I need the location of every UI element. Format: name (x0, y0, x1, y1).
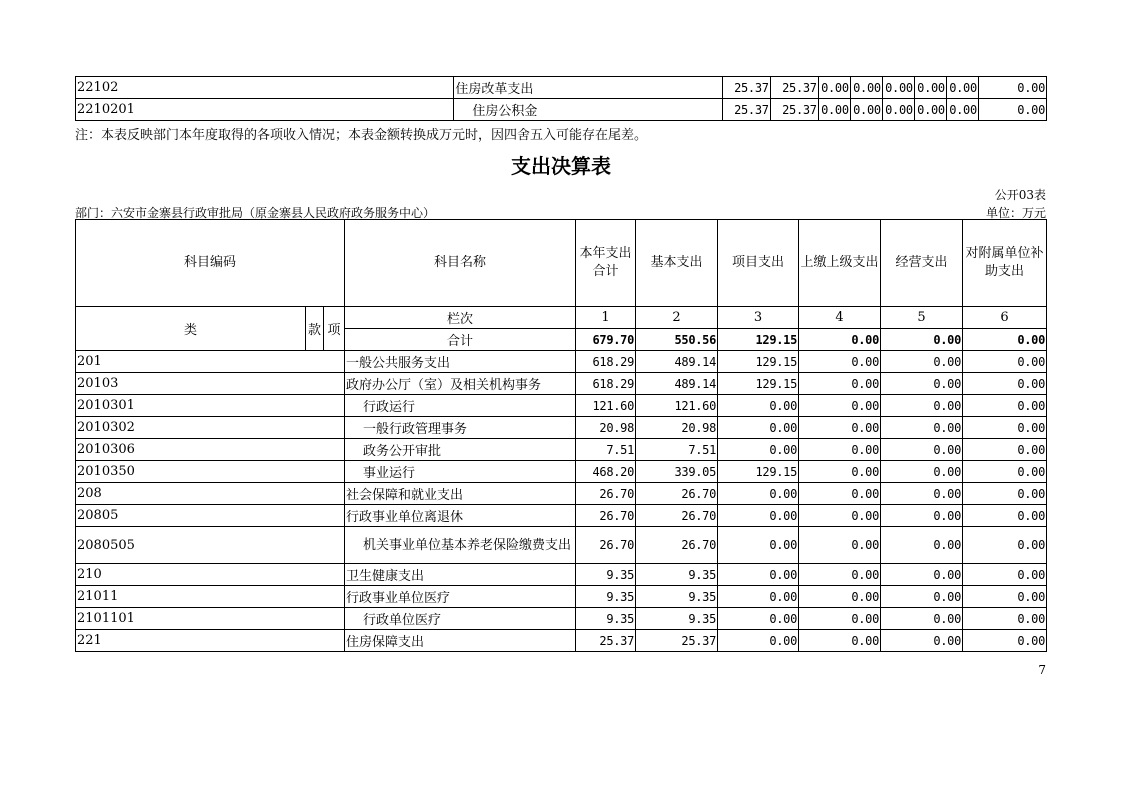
row-code: 201 (76, 351, 345, 373)
row-code: 2101101 (76, 608, 345, 630)
row-value: 9.35 (636, 586, 718, 608)
row-value: 9.35 (576, 564, 636, 586)
header-col-1: 本年支出合计 (576, 220, 636, 307)
row-value: 0.00 (963, 351, 1047, 373)
header-col-4: 上缴上级支出 (799, 220, 881, 307)
row-name: 住房改革支出 (454, 77, 722, 99)
row-value: 129.15 (718, 373, 799, 395)
row-code: 221 (76, 630, 345, 652)
row-name: 一般行政管理事务 (345, 417, 576, 439)
table-row (76, 461, 1047, 483)
header-code: 科目编码 (76, 220, 345, 307)
row-value: 7.51 (636, 439, 718, 461)
row-code: 2010306 (76, 439, 345, 461)
row-value: 0.00 (718, 505, 799, 527)
row-value: 25.37 (770, 77, 818, 99)
table-row (76, 417, 1047, 439)
row-value: 25.37 (722, 99, 770, 121)
total-value: 0.00 (881, 329, 963, 351)
row-name: 卫生健康支出 (345, 564, 576, 586)
row-value: 0.00 (718, 608, 799, 630)
total-value: 0.00 (799, 329, 881, 351)
row-value: 0.00 (799, 439, 881, 461)
header-lei: 类 (76, 307, 306, 351)
header-kuan: 款 (306, 307, 324, 351)
row-value: 0.00 (963, 564, 1047, 586)
row-name: 住房保障支出 (345, 630, 576, 652)
row-value: 0.00 (718, 483, 799, 505)
row-value: 7.51 (576, 439, 636, 461)
table-row (76, 483, 1047, 505)
row-value: 0.00 (963, 373, 1047, 395)
row-value: 9.35 (636, 564, 718, 586)
header-name: 科目名称 (345, 220, 576, 307)
row-value: 26.70 (636, 505, 718, 527)
row-value: 489.14 (636, 351, 718, 373)
row-value: 0.00 (881, 527, 963, 564)
col-number-4: 4 (799, 307, 881, 329)
row-value: 0.00 (881, 505, 963, 527)
row-value: 0.00 (850, 99, 882, 121)
row-value: 489.14 (636, 373, 718, 395)
total-value: 550.56 (636, 329, 718, 351)
row-value: 0.00 (978, 99, 1046, 121)
table-row (76, 99, 1047, 121)
row-value: 0.00 (881, 564, 963, 586)
row-value: 9.35 (636, 608, 718, 630)
row-value: 0.00 (718, 395, 799, 417)
table-row (76, 608, 1047, 630)
total-value: 0.00 (963, 329, 1047, 351)
header-col-2: 基本支出 (636, 220, 718, 307)
row-name: 机关事业单位基本养老保险缴费支出 (345, 527, 576, 564)
row-value: 0.00 (799, 630, 881, 652)
row-value: 0.00 (881, 586, 963, 608)
unit-label: 单位：万元 (985, 206, 1046, 220)
table-row (76, 586, 1047, 608)
row-value: 0.00 (799, 608, 881, 630)
row-value: 0.00 (818, 77, 850, 99)
expenditure-table (75, 219, 1047, 652)
row-value: 0.00 (963, 483, 1047, 505)
row-name: 一般公共服务支出 (345, 351, 576, 373)
col-number-6: 6 (963, 307, 1047, 329)
row-value: 0.00 (963, 505, 1047, 527)
row-name: 行政运行 (345, 395, 576, 417)
row-value: 0.00 (881, 630, 963, 652)
row-name: 行政事业单位医疗 (345, 586, 576, 608)
row-code: 20805 (76, 505, 345, 527)
row-value: 339.05 (636, 461, 718, 483)
row-value: 0.00 (718, 564, 799, 586)
previous-table-continuation (75, 76, 1047, 121)
row-name: 政务公开审批 (345, 439, 576, 461)
row-value: 0.00 (881, 483, 963, 505)
row-value: 129.15 (718, 461, 799, 483)
row-value: 0.00 (850, 77, 882, 99)
row-value: 0.00 (946, 99, 978, 121)
row-value: 0.00 (914, 99, 946, 121)
table-row (76, 564, 1047, 586)
row-value: 0.00 (718, 630, 799, 652)
col-number-3: 3 (718, 307, 799, 329)
header-col-3: 项目支出 (718, 220, 799, 307)
total-value: 129.15 (718, 329, 799, 351)
row-value: 0.00 (963, 461, 1047, 483)
col-number-5: 5 (881, 307, 963, 329)
row-code: 210 (76, 564, 345, 586)
row-value: 0.00 (963, 630, 1047, 652)
row-value: 0.00 (718, 417, 799, 439)
header-col-6: 对附属单位补助支出 (963, 220, 1047, 307)
row-name: 行政事业单位离退休 (345, 505, 576, 527)
row-value: 0.00 (799, 461, 881, 483)
row-value: 0.00 (882, 99, 914, 121)
row-value: 26.70 (576, 527, 636, 564)
row-name: 社会保障和就业支出 (345, 483, 576, 505)
row-value: 0.00 (881, 461, 963, 483)
table-row (76, 527, 1047, 564)
row-value: 26.70 (636, 483, 718, 505)
table-row (76, 505, 1047, 527)
row-value: 0.00 (882, 77, 914, 99)
row-value: 0.00 (978, 77, 1046, 99)
row-value: 20.98 (576, 417, 636, 439)
row-code: 2010301 (76, 395, 345, 417)
row-value: 0.00 (963, 527, 1047, 564)
expenditure-table-body (76, 220, 1047, 652)
row-value: 121.60 (636, 395, 718, 417)
row-value: 0.00 (799, 564, 881, 586)
row-value: 26.70 (576, 505, 636, 527)
row-value: 0.00 (799, 527, 881, 564)
department-label: 部门：六安市金寨县行政审批局（原金寨县人民政府政务服务中心） (75, 206, 436, 220)
row-value: 618.29 (576, 373, 636, 395)
header-col-5: 经营支出 (881, 220, 963, 307)
row-value: 25.37 (576, 630, 636, 652)
row-name: 事业运行 (345, 461, 576, 483)
total-value: 679.70 (576, 329, 636, 351)
page-title: 支出决算表 (511, 154, 611, 178)
table-row (76, 439, 1047, 461)
table-note: 注：本表反映部门本年度取得的各项收入情况；本表金额转换成万元时，因四舍五入可能存在尾差。 (75, 128, 648, 143)
row-value: 26.70 (636, 527, 718, 564)
row-value: 0.00 (799, 483, 881, 505)
header-xiang: 项 (324, 307, 345, 351)
row-code: 22102 (76, 77, 454, 99)
table-row (76, 351, 1047, 373)
row-value: 0.00 (963, 608, 1047, 630)
row-value: 25.37 (770, 99, 818, 121)
row-value: 9.35 (576, 586, 636, 608)
row-value: 25.37 (636, 630, 718, 652)
row-value: 129.15 (718, 351, 799, 373)
row-code: 208 (76, 483, 345, 505)
row-value: 0.00 (818, 99, 850, 121)
row-value: 121.60 (576, 395, 636, 417)
total-label: 合计 (345, 329, 576, 351)
row-value: 0.00 (799, 373, 881, 395)
row-value: 0.00 (946, 77, 978, 99)
table-row (76, 395, 1047, 417)
table-row (76, 77, 1047, 99)
row-value: 0.00 (718, 586, 799, 608)
row-value: 0.00 (799, 351, 881, 373)
row-name: 行政单位医疗 (345, 608, 576, 630)
row-value: 0.00 (881, 395, 963, 417)
row-value: 0.00 (799, 505, 881, 527)
row-code: 20103 (76, 373, 345, 395)
row-value: 9.35 (576, 608, 636, 630)
row-value: 20.98 (636, 417, 718, 439)
col-number-2: 2 (636, 307, 718, 329)
row-value: 0.00 (799, 395, 881, 417)
row-value: 0.00 (963, 586, 1047, 608)
row-value: 0.00 (881, 373, 963, 395)
row-value: 0.00 (881, 351, 963, 373)
row-value: 0.00 (963, 439, 1047, 461)
row-code: 2080505 (76, 527, 345, 564)
header-lanci: 栏次 (345, 307, 576, 329)
page-number: 7 (1038, 663, 1046, 677)
col-number-1: 1 (576, 307, 636, 329)
table-row (76, 630, 1047, 652)
row-value: 25.37 (722, 77, 770, 99)
column-number-row (76, 307, 1047, 329)
row-value: 0.00 (881, 608, 963, 630)
row-code: 2210201 (76, 99, 454, 121)
row-code: 21011 (76, 586, 345, 608)
table-row (76, 373, 1047, 395)
row-value: 0.00 (881, 439, 963, 461)
row-value: 0.00 (718, 439, 799, 461)
row-value: 468.20 (576, 461, 636, 483)
row-code: 2010302 (76, 417, 345, 439)
row-code: 2010350 (76, 461, 345, 483)
row-value: 26.70 (576, 483, 636, 505)
row-value: 0.00 (963, 417, 1047, 439)
row-value: 0.00 (881, 417, 963, 439)
header-row (76, 220, 1047, 307)
row-value: 0.00 (799, 417, 881, 439)
row-value: 618.29 (576, 351, 636, 373)
row-value: 0.00 (914, 77, 946, 99)
previous-table-body (76, 77, 1047, 121)
row-name: 政府办公厅（室）及相关机构事务 (345, 373, 576, 395)
row-value: 0.00 (963, 395, 1047, 417)
table-number: 公开03表 (994, 188, 1046, 202)
row-value: 0.00 (718, 527, 799, 564)
row-name: 住房公积金 (454, 99, 722, 121)
row-value: 0.00 (799, 586, 881, 608)
